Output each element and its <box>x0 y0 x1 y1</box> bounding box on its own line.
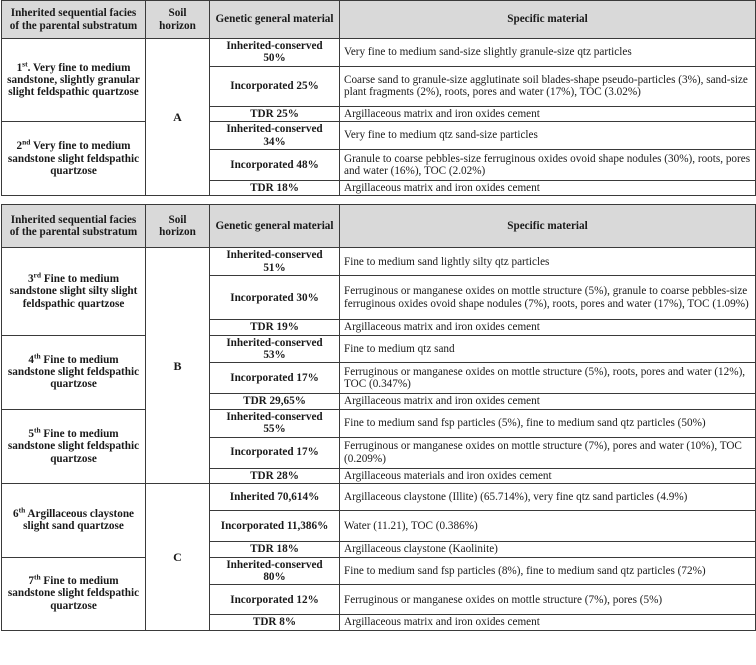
facies-cell: 3rd Fine to medium sandstone slight silty slight feldspathic quartzose <box>2 248 146 335</box>
facies-table-horizons-b-c <box>1 204 756 630</box>
genetic-material-cell: Incorporated 30% <box>210 276 340 320</box>
header-specific-material: Specific material <box>340 205 756 248</box>
header-genetic-material: Genetic general material <box>210 205 340 248</box>
genetic-material-cell: TDR 18% <box>210 542 340 557</box>
table-row <box>2 248 756 276</box>
genetic-material-cell: Inherited-conserved 51% <box>210 248 340 276</box>
specific-material-cell: Fine to medium sand lightly silty qtz particles <box>340 248 756 276</box>
specific-material-cell: Ferruginous or manganese oxides on mottle structure (5%), roots, pores and water (12%), TOC (0.347%) <box>340 363 756 394</box>
genetic-material-cell: TDR 28% <box>210 468 340 483</box>
document <box>1 0 755 631</box>
genetic-material-cell: Inherited 70,614% <box>210 484 340 511</box>
genetic-material-cell: Inherited-conserved 53% <box>210 335 340 363</box>
genetic-material-cell: Incorporated 11,386% <box>210 511 340 542</box>
specific-material-cell: Coarse sand to granule-size agglutinate soil blades-shape pseudo-particles (3%), sand-size plant fragments (2%), roots, pores and water (17%), TOC (3.02%) <box>340 66 756 106</box>
specific-material-cell: Granule to coarse pebbles-size ferruginous oxides ovoid shape nodules (30%), roots, pores and water (16%), TOC (2.02%) <box>340 150 756 181</box>
genetic-material-cell: Incorporated 17% <box>210 437 340 468</box>
table-row <box>2 335 756 363</box>
specific-material-cell: Water (11.21), TOC (0.386%) <box>340 511 756 542</box>
soil-horizon-cell: A <box>146 39 210 196</box>
soil-horizon-cell: C <box>146 484 210 631</box>
header-row <box>2 205 756 248</box>
genetic-material-cell: TDR 29,65% <box>210 394 340 409</box>
table-row <box>2 484 756 511</box>
facies-cell: 6th Argillaceous claystone slight sand quartzose <box>2 484 146 557</box>
specific-material-cell: Ferruginous or manganese oxides on mottle structure (5%), granule to coarse pebbles-size ferruginous oxides ovoid shape nodules (7%), roots, pores and water (17%), TOC (1.09%) <box>340 276 756 320</box>
genetic-material-cell: TDR 19% <box>210 320 340 335</box>
specific-material-cell: Argillaceous matrix and iron oxides cement <box>340 394 756 409</box>
specific-material-cell: Argillaceous matrix and iron oxides cement <box>340 181 756 196</box>
genetic-material-cell: Incorporated 17% <box>210 363 340 394</box>
specific-material-cell: Argillaceous matrix and iron oxides cement <box>340 320 756 335</box>
specific-material-cell: Fine to medium sand fsp particles (8%), fine to medium sand qtz particles (72%) <box>340 557 756 585</box>
genetic-material-cell: TDR 8% <box>210 615 340 630</box>
facies-table-horizon-a <box>1 0 756 196</box>
header-soil-horizon: Soil horizon <box>146 1 210 39</box>
header-soil-horizon: Soil horizon <box>146 205 210 248</box>
facies-cell: 4th Fine to medium sandstone slight feldspathic quartzose <box>2 335 146 409</box>
specific-material-cell: Argillaceous matrix and iron oxides cement <box>340 615 756 630</box>
specific-material-cell: Ferruginous or manganese oxides on mottle structure (7%), pores (5%) <box>340 585 756 615</box>
specific-material-cell: Fine to medium sand fsp particles (5%), fine to medium sand qtz particles (50%) <box>340 409 756 437</box>
specific-material-cell: Argillaceous claystone (Illite) (65.714%), very fine qtz sand particles (4.9%) <box>340 484 756 511</box>
genetic-material-cell: Incorporated 48% <box>210 150 340 181</box>
genetic-material-cell: TDR 18% <box>210 181 340 196</box>
genetic-material-cell: Incorporated 12% <box>210 585 340 615</box>
genetic-material-cell: Inherited-conserved 55% <box>210 409 340 437</box>
specific-material-cell: Fine to medium qtz sand <box>340 335 756 363</box>
header-facies: Inherited sequential facies of the parental substratum <box>2 205 146 248</box>
genetic-material-cell: Inherited-conserved 80% <box>210 557 340 585</box>
header-genetic-material: Genetic general material <box>210 1 340 39</box>
table-row <box>2 122 756 150</box>
header-facies: Inherited sequential facies of the parental substratum <box>2 1 146 39</box>
header-row <box>2 1 756 39</box>
facies-cell: 1st. Very fine to medium sandstone, slightly granular slight feldspathic quartzose <box>2 39 146 122</box>
specific-material-cell: Ferruginous or manganese oxides on mottle structure (7%), pores and water (10%), TOC (0.209%) <box>340 437 756 468</box>
table-row <box>2 557 756 585</box>
table-row <box>2 409 756 437</box>
genetic-material-cell: Inherited-conserved 34% <box>210 122 340 150</box>
specific-material-cell: Argillaceous claystone (Kaolinite) <box>340 542 756 557</box>
genetic-material-cell: Incorporated 25% <box>210 66 340 106</box>
facies-cell: 5th Fine to medium sandstone slight feldspathic quartzose <box>2 409 146 483</box>
facies-cell: 7th Fine to medium sandstone slight feldspathic quartzose <box>2 557 146 630</box>
specific-material-cell: Very fine to medium qtz sand-size particles <box>340 122 756 150</box>
facies-cell: 2nd Very fine to medium sandstone slight feldspathic quartzose <box>2 122 146 196</box>
specific-material-cell: Argillaceous matrix and iron oxides cement <box>340 106 756 121</box>
soil-horizon-cell: B <box>146 248 210 484</box>
genetic-material-cell: TDR 25% <box>210 106 340 121</box>
specific-material-cell: Argillaceous materials and iron oxides cement <box>340 468 756 483</box>
genetic-material-cell: Inherited-conserved 50% <box>210 39 340 67</box>
table-row <box>2 39 756 67</box>
header-specific-material: Specific material <box>340 1 756 39</box>
specific-material-cell: Very fine to medium sand-size slightly granule-size qtz particles <box>340 39 756 67</box>
